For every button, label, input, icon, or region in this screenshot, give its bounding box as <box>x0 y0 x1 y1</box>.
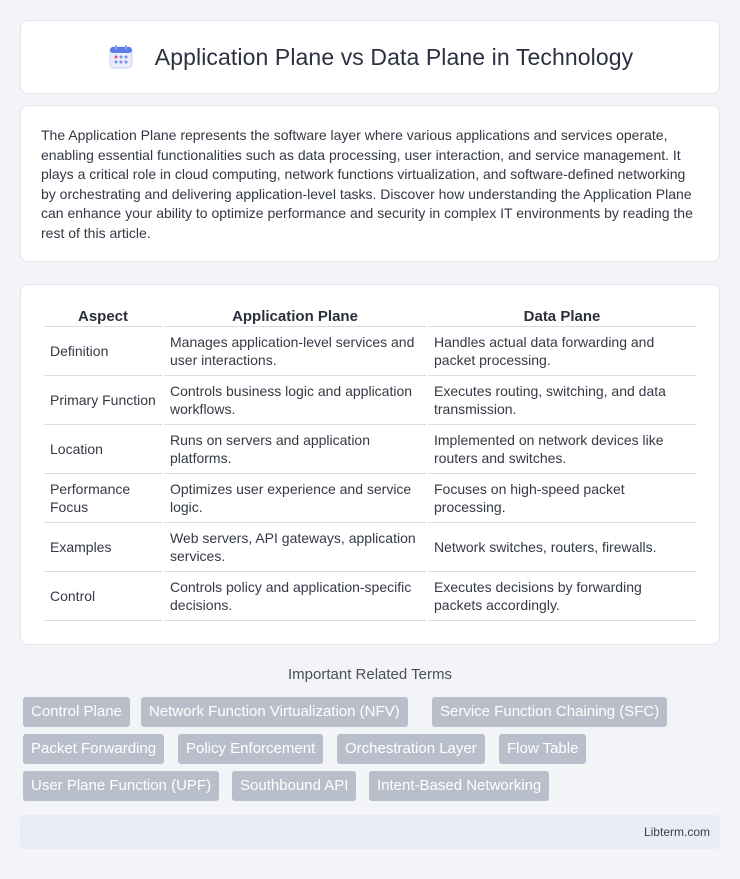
cell-aspect: Location <box>44 425 162 474</box>
related-terms-heading: Important Related Terms <box>288 666 452 683</box>
tag-orchestration-layer[interactable]: Orchestration Layer <box>337 734 485 764</box>
title-card <box>20 20 720 94</box>
table-row <box>44 376 696 425</box>
cell-aspect: Control <box>44 572 162 621</box>
comparison-table <box>42 305 698 621</box>
intro-card <box>20 105 720 262</box>
cell-data-plane: Handles actual data forwarding and packet processing. <box>428 327 696 376</box>
table-header-row <box>44 305 696 327</box>
table-row <box>44 425 696 474</box>
footer <box>20 815 720 849</box>
cell-application-plane: Manages application-level services and user interactions. <box>164 327 426 376</box>
footer-site-link[interactable]: Libterm.com <box>643 825 710 839</box>
page-title: Application Plane vs Data Plane in Technology <box>154 43 634 70</box>
table-row <box>44 572 696 621</box>
cell-application-plane: Web servers, API gateways, application services. <box>164 523 426 572</box>
cell-data-plane: Executes routing, switching, and data transmission. <box>428 376 696 425</box>
table-row <box>44 523 696 572</box>
comparison-table-card <box>20 284 720 645</box>
tag-packet-forwarding[interactable]: Packet Forwarding <box>23 734 164 764</box>
table-row <box>44 474 696 523</box>
tag-service-function-chaining[interactable]: Service Function Chaining (SFC) <box>432 697 667 727</box>
cell-data-plane: Implemented on network devices like routers and switches. <box>428 425 696 474</box>
cell-application-plane: Controls policy and application-specific decisions. <box>164 572 426 621</box>
tag-southbound-api[interactable]: Southbound API <box>232 771 356 801</box>
tag-policy-enforcement[interactable]: Policy Enforcement <box>178 734 323 764</box>
tag-intent-based-networking[interactable]: Intent-Based Networking <box>369 771 549 801</box>
cell-aspect: Examples <box>44 523 162 572</box>
tag-flow-table[interactable]: Flow Table <box>499 734 586 764</box>
tag-user-plane-function[interactable]: User Plane Function (UPF) <box>23 771 219 801</box>
column-header-application-plane: Application Plane <box>164 305 426 327</box>
cell-aspect: Primary Function <box>44 376 162 425</box>
cell-aspect: Definition <box>44 327 162 376</box>
cell-data-plane: Executes decisions by forwarding packets accordingly. <box>428 572 696 621</box>
table-row <box>44 327 696 376</box>
cell-application-plane: Runs on servers and application platforms. <box>164 425 426 474</box>
cell-application-plane: Controls business logic and application workflows. <box>164 376 426 425</box>
cell-aspect: Performance Focus <box>44 474 162 523</box>
calendar-icon <box>107 43 135 71</box>
column-header-data-plane: Data Plane <box>428 305 696 327</box>
intro-paragraph: The Application Plane represents the software layer where various applications and services operate, enabling essential functionalities such as data processing, user interaction, and service management. It plays a critical role in cloud computing, network functions virtualization, and software-defined networking by orchestrating and delivering application-level tasks. Discover how understanding the Application Plane can enhance your ability to optimize performance and security in complex IT environments by reading the rest of this article. <box>41 127 693 241</box>
tag-network-function-virtualization[interactable]: Network Function Virtualization (NFV) <box>141 697 408 727</box>
cell-data-plane: Network switches, routers, firewalls. <box>428 523 696 572</box>
tag-control-plane[interactable]: Control Plane <box>23 697 130 727</box>
cell-data-plane: Focuses on high-speed packet processing. <box>428 474 696 523</box>
cell-application-plane: Optimizes user experience and service logic. <box>164 474 426 523</box>
column-header-aspect: Aspect <box>44 305 162 327</box>
